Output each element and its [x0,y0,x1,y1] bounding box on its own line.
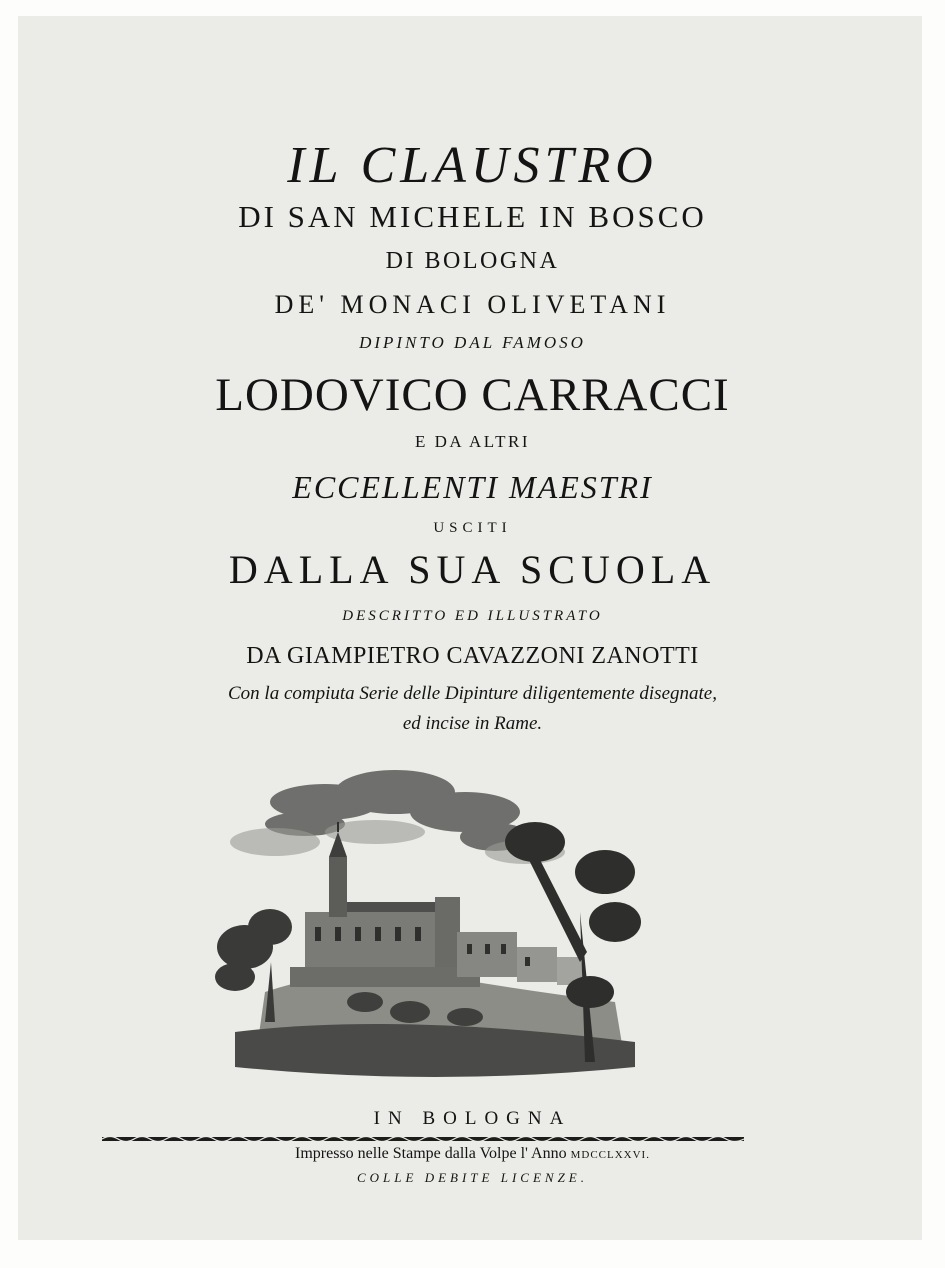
imprint-license: COLLE DEBITE LICENZE. [357,1170,588,1185]
title-line-bologna: DI BOLOGNA [385,248,560,274]
title-line-da-altri: E DA ALTRI [414,432,531,451]
title-line-maestri: ECCELLENTI MAESTRI [292,469,653,505]
title-line-descritto: DESCRITTO ED ILLUSTRATO [342,608,603,624]
title-line-author: DA GIAMPIETRO CAVAZZONI ZANOTTI [246,643,699,669]
title-line-san-michele: DI SAN MICHELE IN BOSCO [238,199,707,234]
title-line-scuola: DALLA SUA SCUOLA [228,547,717,592]
imprint-place: IN BOLOGNA [373,1108,572,1129]
title-line-monaci: DE' MONACI OLIVETANI [274,290,671,319]
title-line-serie: Con la compiuta Serie delle Dipinture diligentemente disegnate, [228,683,717,704]
ornamental-rule [102,1134,744,1144]
imprint-year: MDCCLXXVI. [570,1149,650,1161]
title-line-usciti: USCITI [433,520,512,536]
title-line-dipinto: DIPINTO DAL FAMOSO [359,333,586,352]
title-line-carracci: LODOVICO CARRACCI [215,369,730,421]
title-line-rame: ed incise in Rame. [402,713,543,734]
imprint-printer-line [0,1146,945,1162]
title-line-il-claustro: IL CLAUSTRO [287,137,658,194]
engraved-vignette-image [195,762,665,1082]
imprint-printer-text: Impresso nelle Stampe dalla Volpe l' Anno [295,1145,567,1162]
